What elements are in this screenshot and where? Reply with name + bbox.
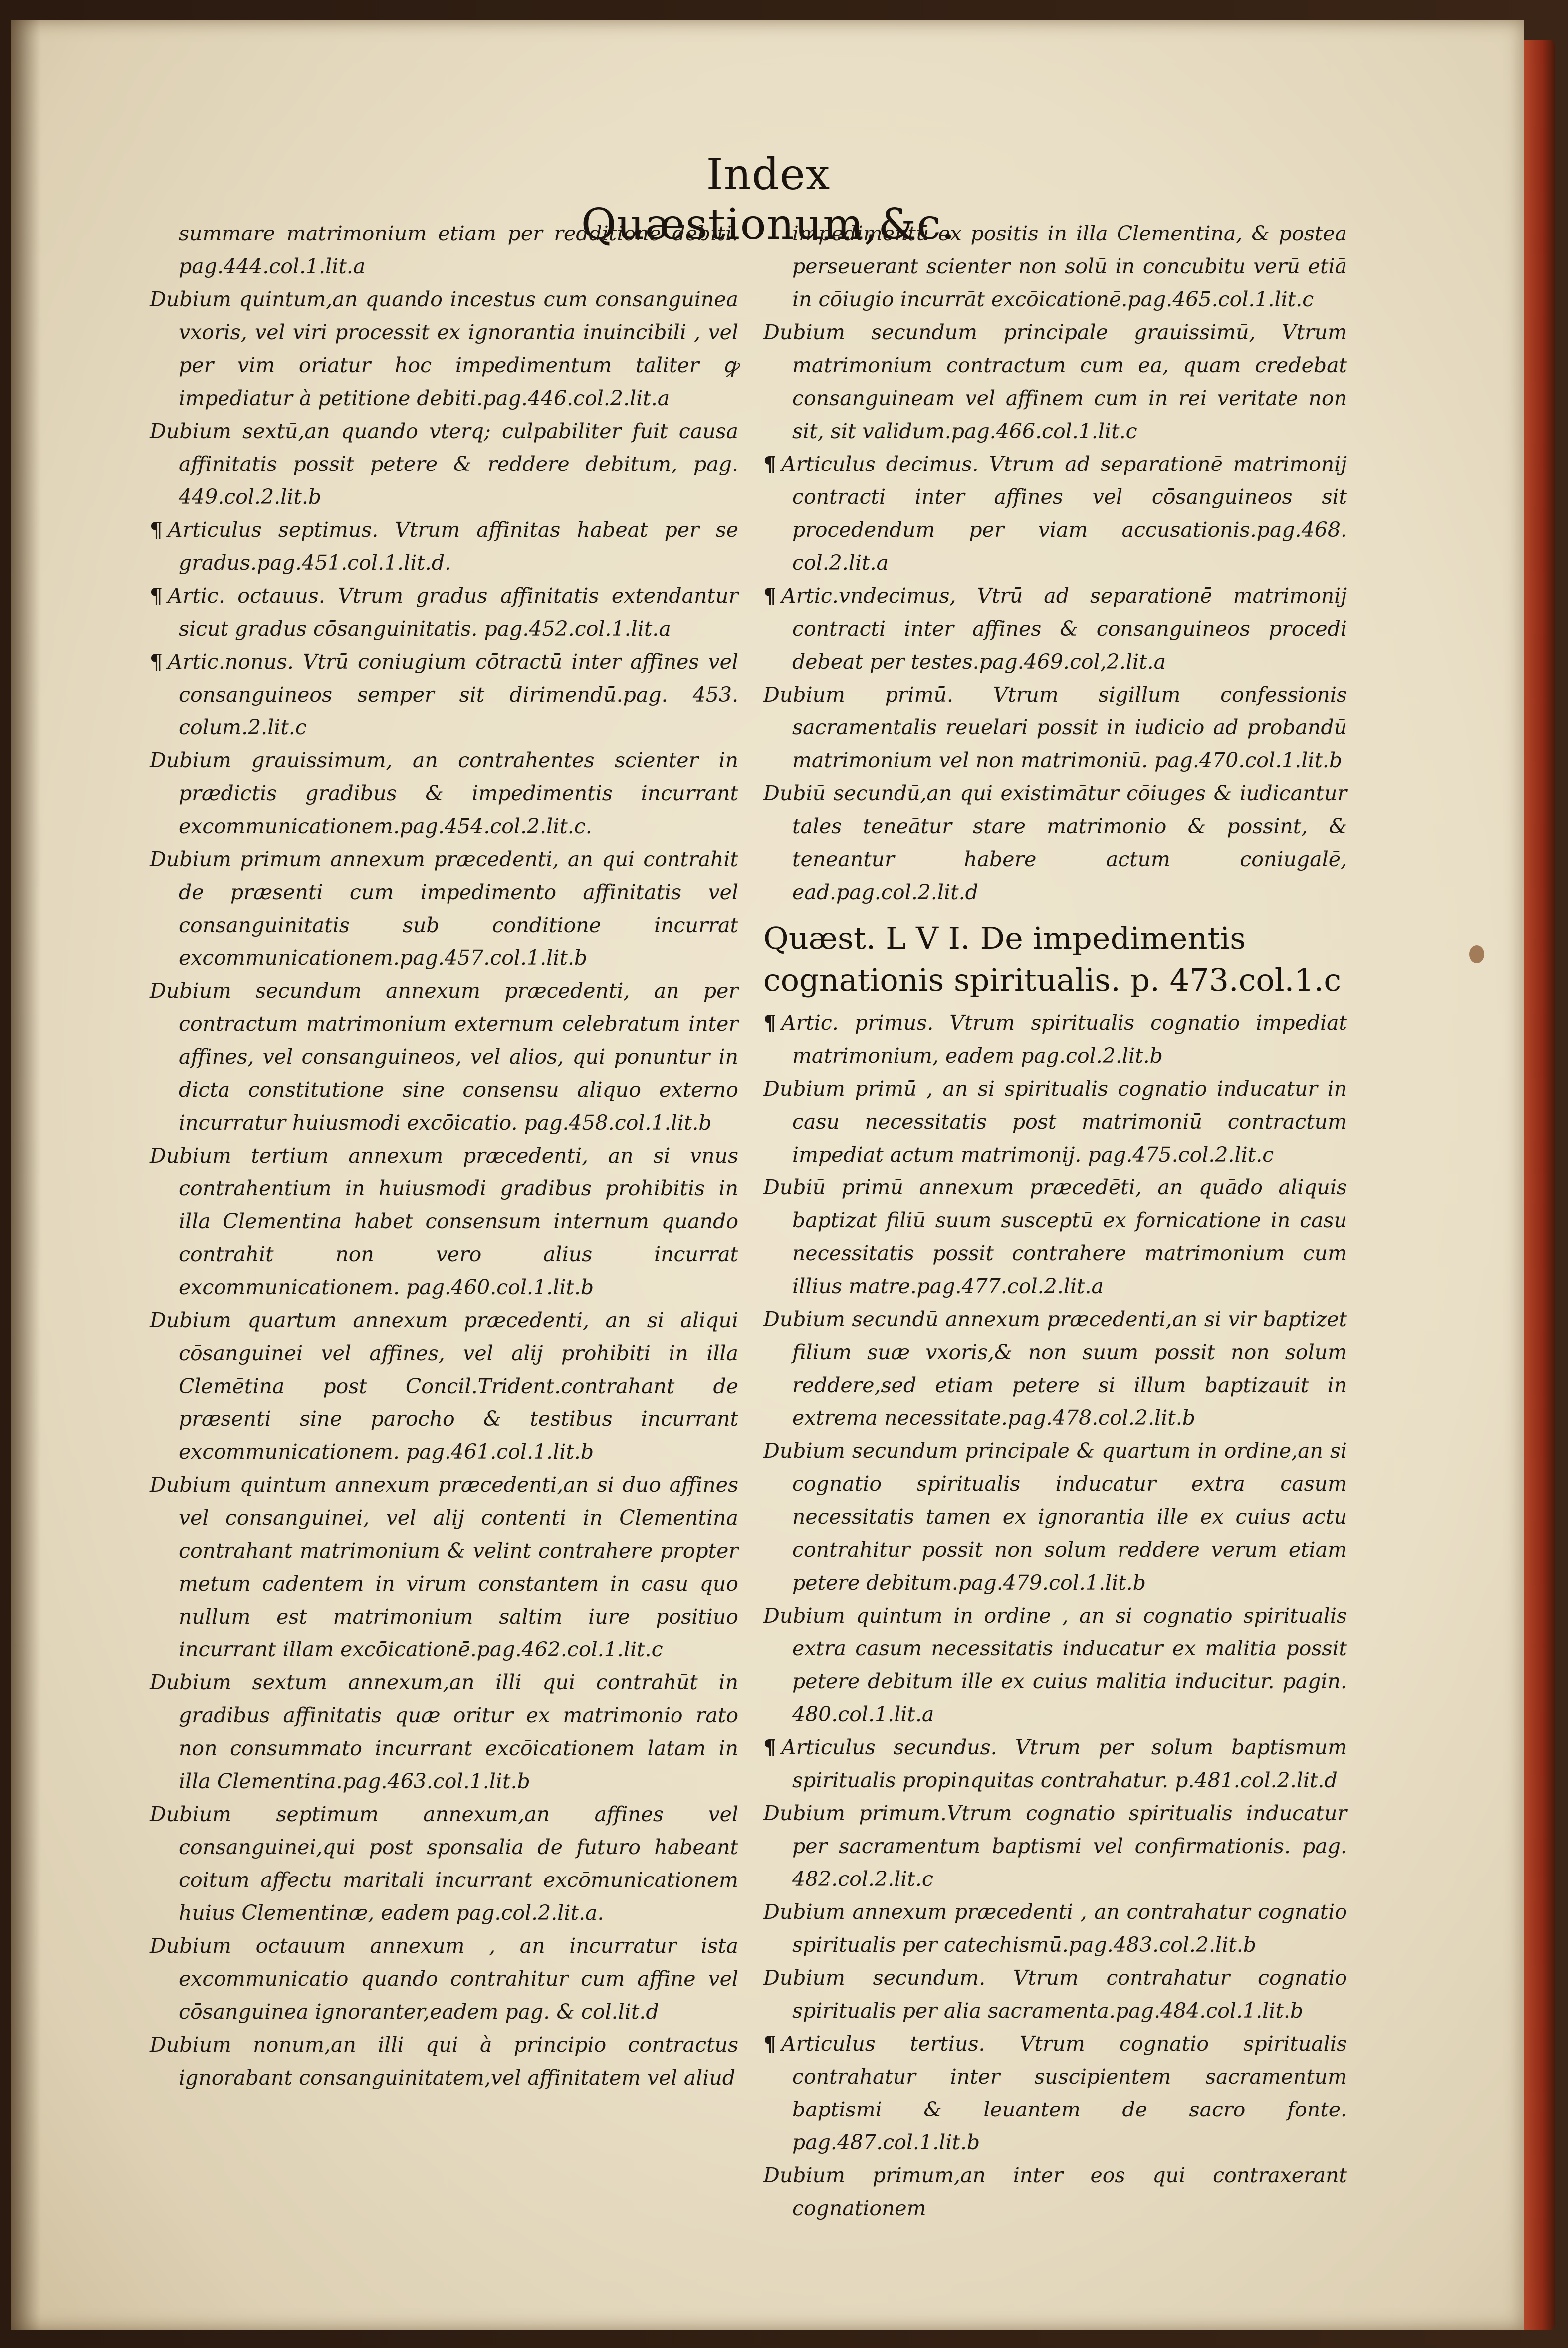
entry-text: Dubium grauissimum, an contrahentes scienter in prædictis gradibus & impedimentis incurrant excommunicationem.pag.454.col.2.lit.c. [150,748,738,838]
index-entry [763,1072,1347,1171]
index-entry [763,1961,1347,2027]
index-entry [150,283,738,415]
red-fore-edge [1524,40,1555,2330]
entry-text: Dubium secundum principale grauissimū, Vtrum matrimonium contractum cum ea, quam credebat consanguineam vel affinem cum in rei veritate non sit, sit validum.pag.466.col.1.lit.c [763,320,1347,443]
index-article-entry [150,645,738,744]
index-entry [150,217,738,283]
entry-text: Dubiū secundū,an qui existimātur cōiuges & iudicantur tales teneātur stare matrimonio & possint, & teneantur habere actum coniugalē, ead.pag.col.2.lit.d [763,781,1347,904]
entry-text: Dubium secundum. Vtrum contrahatur cognatio spiritualis per alia sacramenta.pag.484.col.1.lit.b [763,1966,1347,2023]
entry-text: Dubium tertium annexum præcedenti, an si vnus contrahentium in huiusmodi gradibus prohibitis in illa Clementina habet consensum internum quando contrahit non vero alius incurrat excommunicationem. pag.460.col.1.lit.b [150,1144,738,1299]
pilcrow-icon: ¶ [763,2032,777,2056]
index-entry [150,1798,738,1929]
left-column [150,217,738,2094]
entry-text: Dubium annexum præcedenti , an contrahatur cognatio spiritualis per catechismū.pag.483.col.2.lit.b [763,1900,1347,1957]
page-gutter-shadow [11,20,41,2330]
index-entry [150,1666,738,1798]
index-entry [150,1139,738,1304]
entry-text: Dubium quintum,an quando incestus cum consanguinea vxoris, vel viri processit ex ignorantia inuincibili , vel per vim oriatur hoc impedimentum taliter ꝙ impediatur à petitione debiti.pag.446.col.2.lit.a [150,287,738,410]
index-entry [763,1797,1347,1895]
index-article-entry [763,1006,1347,1072]
index-article-entry [763,448,1347,579]
index-entry [150,744,738,843]
entry-text: Articulus septimus. Vtrum affinitas habeat per se gradus.pag.451.col.1.lit.d. [168,518,738,575]
index-entry [763,678,1347,777]
entry-text: Articulus decimus. Vtrum ad separationē matrimonij contracti inter affines vel cōsanguineos sit procedendum per viam accusationis.pag.468. col.2.lit.a [781,452,1347,575]
index-entry [150,415,738,513]
index-entry [763,2159,1347,2225]
index-entry [763,1434,1347,1599]
entry-text: Dubium primum.Vtrum cognatio spiritualis inducatur per sacramentum baptismi vel confirmationis. pag. 482.col.2.lit.c [763,1801,1347,1891]
entry-text: Dubium septimum annexum,an affines vel consanguinei,qui post sponsalia de futuro habeant coitum affectu maritali incurrant excōmunicationem huius Clementinæ, eadem pag.col.2.lit.a. [150,1802,738,1925]
pilcrow-icon: ¶ [150,584,163,608]
pilcrow-icon: ¶ [763,452,777,476]
entry-text: Dubium secundum annexum præcedenti, an per contractum matrimonium externum celebratum inter affines, vel consanguineos, vel alios, qui ponuntur in dicta constitutione sine consensu aliquo externo incurratur huiusmodi excōicatio. pag.458.col.1.lit.b [150,979,738,1135]
index-entry [763,777,1347,909]
pilcrow-icon: ¶ [763,584,777,608]
entry-text: Dubium quartum annexum præcedenti, an si aliqui cōsanguinei vel affines, vel alij prohibiti in illa Clemētina post Concil.Trident.contrahant de præsenti sine parocho & testibus incurrant excommunicationem. pag.461.col.1.lit.b [150,1308,738,1464]
entry-text: Dubium nonum,an illi qui à principio contractus ignorabant consanguinitatem,vel affinitatem vel aliud [150,2033,738,2090]
index-entry [150,2028,738,2094]
index-entry [150,1929,738,2028]
index-entry [763,1599,1347,1731]
entry-text: Dubium sextum annexum,an illi qui contrahūt in gradibus affinitatis quæ oritur ex matrimonio rato non consummato incurrant excōicationem latam in illa Clementina.pag.463.col.1.lit.b [150,1670,738,1793]
entry-text: Artic. octauus. Vtrum gradus affinitatis extendantur sicut gradus cōsanguinitatis. pag.452.col.1.lit.a [168,584,738,641]
index-entry [150,1468,738,1666]
entry-text: Articulus tertius. Vtrum cognatio spiritualis contrahatur inter suscipientem sacramentum baptismi & leuantem de sacro fonte. pag.487.col.1.lit.b [781,2032,1347,2154]
entry-text: Dubium primū. Vtrum sigillum confessionis sacramentalis reuelari possit in iudicio ad probandū matrimonium vel non matrimoniū. pag.470.col.1.lit.b [763,683,1347,772]
entry-text: Dubium primum,an inter eos qui contraxerant cognationem [763,2163,1347,2220]
index-entry [150,843,738,974]
foxing-spot [1469,945,1484,963]
entry-text: Dubium sextū,an quando vterq; culpabiliter fuit causa affinitatis possit petere & reddere debitum, pag. 449.col.2.lit.b [150,419,738,509]
index-entry [763,1895,1347,1961]
pilcrow-icon: ¶ [763,1735,777,1759]
index-entry [763,1171,1347,1303]
entry-text: Dubium secundum principale & quartum in ordine,an si cognatio spiritualis inducatur extra casum necessitatis tamen ex ignorantia ille ex cuius actu contrahitur possit non solum reddere verum etiam petere debitum.pag.479.col.1.lit.b [763,1439,1347,1595]
entry-text: Dubium primum annexum præcedenti, an qui contrahit de præsenti cum impedimento affinitatis vel consanguinitatis sub conditione incurrat excommunicationem.pag.457.col.1.lit.b [150,847,738,970]
entry-text: Dubium octauum annexum , an incurratur ista excommunicatio quando contrahitur cum affine vel cōsanguinea ignoranter,eadem pag. & col.lit.d [150,1934,738,2024]
pilcrow-icon: ¶ [763,1011,777,1035]
entry-text: Artic.vndecimus, Vtrū ad separationē matrimonij contracti inter affines & consanguineos procedi debeat per testes.pag.469.col,2.lit.a [781,584,1347,674]
question-heading [763,918,1347,1001]
entry-text: Dubiū primū annexum præcedēti, an quādo aliquis baptizat filiū suum susceptū ex fornicatione in casu necessitatis possit contrahere matrimonium cum illius matre.pag.477.col.2.lit.a [763,1175,1347,1298]
index-entry [150,1304,738,1468]
index-article-entry [150,513,738,579]
pilcrow-icon: ¶ [150,518,163,542]
entry-text: Dubium quintum in ordine , an si cognatio spiritualis extra casum necessitatis inducatur ex malitia possit petere debitum ille ex cuius malitia inducitur. pagin. 480.col.1.lit.a [763,1604,1347,1726]
index-entry [763,217,1347,316]
index-article-entry [150,579,738,645]
index-article-entry [763,1731,1347,1797]
entry-text: Articulus secundus. Vtrum per solum baptismum spiritualis propinquitas contrahatur. p.481.col.2.lit.d [781,1735,1347,1792]
index-entry [150,974,738,1139]
entry-text: Quæst. L V I. De impedimentis cognationis spiritualis. p. 473.col.1.c [763,920,1342,998]
entry-text: Artic.nonus. Vtrū coniugium cōtractū inter affines vel consanguineos semper sit dirimendū.pag. 453. colum.2.lit.c [168,650,738,739]
index-entry [763,316,1347,448]
entry-text: summare matrimonium etiam per redditionē debiti. pag.444.col.1.lit.a [179,222,738,278]
index-article-entry [763,2027,1347,2159]
entry-text: impedimentū ex positis in illa Clementina, & postea perseuerant scienter non solū in concubitu verū etiā in cōiugio incurrāt excōicationē.pag.465.col.1.lit.c [792,222,1347,311]
right-column [763,217,1347,2225]
index-article-entry [763,579,1347,678]
pilcrow-icon: ¶ [150,650,163,674]
index-entry [763,1303,1347,1434]
entry-text: Artic. primus. Vtrum spiritualis cognatio impediat matrimonium, eadem pag.col.2.lit.b [781,1011,1347,1068]
running-header: Index Quæstionum,&c. [581,150,956,249]
entry-text: Dubium secundū annexum præcedenti,an si vir baptizet filium suæ vxoris,& non suum possit non solum reddere,sed etiam petere si illum baptizauit in extrema necessitate.pag.478.col.2.lit.b [763,1307,1347,1430]
entry-text: Dubium primū , an si spiritualis cognatio inducatur in casu necessitatis post matrimoniū contractum impediat actum matrimonij. pag.475.col.2.lit.c [763,1077,1347,1167]
entry-text: Dubium quintum annexum præcedenti,an si duo affines vel consanguinei, vel alij contenti in Clementina contrahant matrimonium & velint contrahere propter metum cadentem in virum constantem in casu quo nullum est matrimonium saltim iure positiuo incurrant illam excōicationē.pag.462.col.1.lit.c [150,1473,738,1661]
